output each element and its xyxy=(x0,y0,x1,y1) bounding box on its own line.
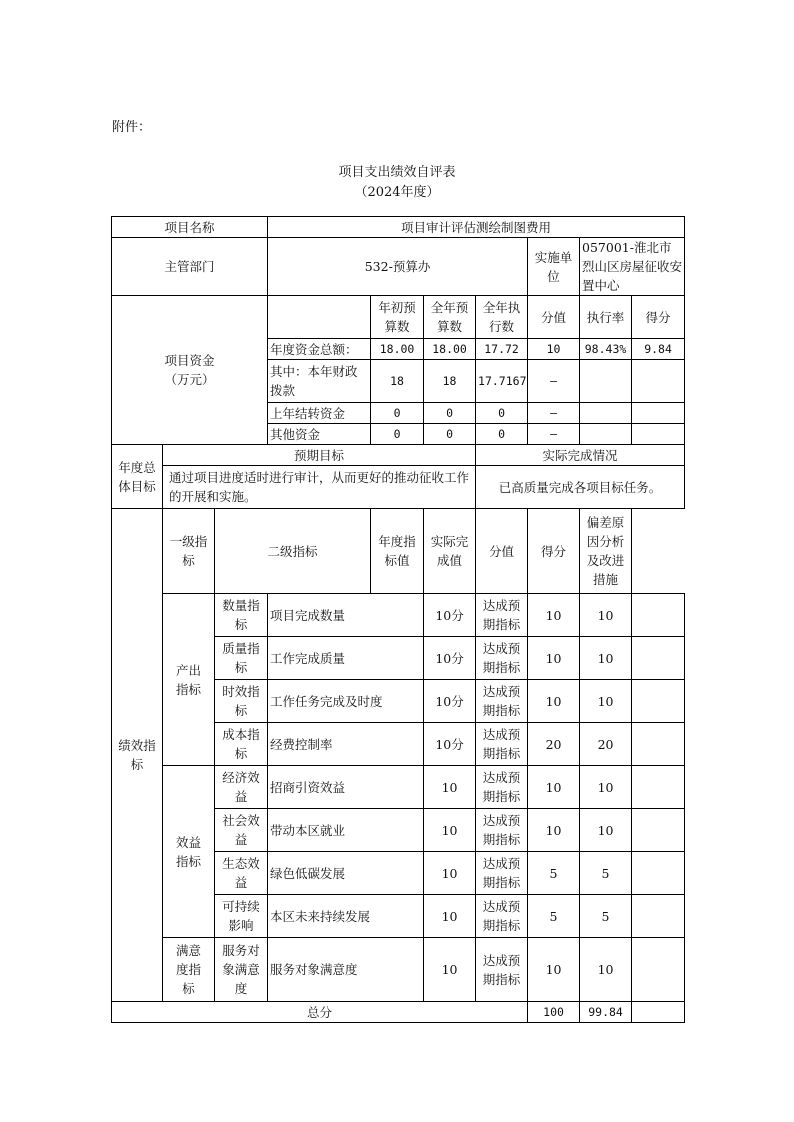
impl-unit-label: 实施单位 xyxy=(528,238,580,296)
funds-score-value: — xyxy=(528,424,580,445)
level3-cell: 招商引资效益 xyxy=(268,766,424,809)
expected-goal-header: 预期目标 xyxy=(163,445,476,466)
actual-cell: 达成预期指标 xyxy=(476,938,528,1002)
actual-cell: 达成预期指标 xyxy=(476,852,528,895)
funds-executed: 0 xyxy=(476,424,528,445)
funds-initial: 0 xyxy=(371,403,424,424)
level2-cell: 可持续影响 xyxy=(215,895,268,938)
table-row xyxy=(112,217,685,238)
target-cell: 10分 xyxy=(424,680,476,723)
project-name-value: 项目审计评估测绘制图费用 xyxy=(268,217,685,238)
annual-goal-label: 年度总体目标 xyxy=(112,445,163,509)
funds-annual: 0 xyxy=(424,403,476,424)
funds-label: 项目资金（万元） xyxy=(112,296,268,445)
score-cell: 10 xyxy=(580,594,632,637)
level2-cell: 数量指标 xyxy=(215,594,268,637)
level3-cell: 本区未来持续发展 xyxy=(268,895,424,938)
table-row xyxy=(112,445,685,466)
score-value-cell: 5 xyxy=(528,852,580,895)
score-value-cell: 10 xyxy=(528,938,580,1002)
level3-cell: 服务对象满意度 xyxy=(268,938,424,1002)
funds-rate xyxy=(580,360,632,403)
level2-cell: 质量指标 xyxy=(215,637,268,680)
funds-annual: 0 xyxy=(424,424,476,445)
funds-rate xyxy=(580,424,632,445)
funds-row-label: 其中：本年财政拨款 xyxy=(268,360,371,403)
funds-score xyxy=(632,403,685,424)
funds-initial: 0 xyxy=(371,424,424,445)
funds-annual: 18 xyxy=(424,360,476,403)
score-cell: 10 xyxy=(580,680,632,723)
funds-rate xyxy=(580,403,632,424)
score-value-cell: 10 xyxy=(528,594,580,637)
score-value-cell: 5 xyxy=(528,895,580,938)
dept-label: 主管部门 xyxy=(112,238,268,296)
score-cell: 10 xyxy=(580,766,632,809)
level2-cell: 经济效益 xyxy=(215,766,268,809)
score-value-cell: 10 xyxy=(528,680,580,723)
level2-header: 二级指标 xyxy=(215,509,371,594)
deviation-cell xyxy=(632,680,685,723)
target-cell: 10 xyxy=(424,766,476,809)
score-cell: 10 xyxy=(580,809,632,852)
score-cell: 5 xyxy=(580,895,632,938)
level3-cell: 工作任务完成及时度 xyxy=(268,680,424,723)
score-value-cell: 10 xyxy=(528,637,580,680)
funds-initial: 18.00 xyxy=(371,339,424,360)
score-value-cell: 20 xyxy=(528,723,580,766)
table-row xyxy=(112,466,685,509)
deviation-cell xyxy=(632,809,685,852)
total-label: 总分 xyxy=(112,1002,528,1023)
target-cell: 10 xyxy=(424,895,476,938)
table-row xyxy=(112,509,685,594)
table-row xyxy=(112,594,685,637)
funds-score-value: 10 xyxy=(528,339,580,360)
funds-annual: 18.00 xyxy=(424,339,476,360)
funds-header: 全年执行数 xyxy=(476,296,528,339)
target-cell: 10 xyxy=(424,852,476,895)
deviation-cell xyxy=(632,852,685,895)
page-subtitle: （2024年度） xyxy=(354,185,440,200)
evaluation-table xyxy=(111,216,685,1023)
table-row xyxy=(112,238,685,296)
page-title: 项目支出绩效自评表 xyxy=(338,165,456,180)
deviation-cell xyxy=(632,723,685,766)
table-row xyxy=(112,1002,685,1023)
actual-cell: 达成预期指标 xyxy=(476,809,528,852)
level2-cell: 社会效益 xyxy=(215,809,268,852)
funds-score xyxy=(632,360,685,403)
funds-header: 年初预算数 xyxy=(371,296,424,339)
target-cell: 10 xyxy=(424,809,476,852)
score-value-header: 分值 xyxy=(476,509,528,594)
level2-cell: 成本指标 xyxy=(215,723,268,766)
score-cell: 10 xyxy=(580,637,632,680)
funds-header: 分值 xyxy=(528,296,580,339)
funds-executed: 0 xyxy=(476,403,528,424)
deviation-cell xyxy=(632,895,685,938)
expected-goal-text: 通过项目进度适时进行审计，从而更好的推动征收工作的开展和实施。 xyxy=(163,466,476,509)
funds-executed: 17.7167 xyxy=(476,360,528,403)
table-row xyxy=(112,938,685,1002)
score-cell: 20 xyxy=(580,723,632,766)
total-score: 99.84 xyxy=(580,1002,632,1023)
deviation-header: 偏差原因分析及改进措施 xyxy=(580,509,632,594)
deviation-cell xyxy=(632,766,685,809)
deviation-cell xyxy=(632,637,685,680)
level3-cell: 带动本区就业 xyxy=(268,809,424,852)
level2-cell: 时效指标 xyxy=(215,680,268,723)
funds-rate: 98.43% xyxy=(580,339,632,360)
level1-cell: 产出指标 xyxy=(163,594,215,766)
total-deviation xyxy=(632,1002,685,1023)
attachment-label: 附件： xyxy=(112,120,152,135)
target-cell: 10分 xyxy=(424,594,476,637)
actual-result-header: 实际完成情况 xyxy=(476,445,685,466)
funds-score: 9.84 xyxy=(632,339,685,360)
table-row xyxy=(112,296,685,339)
target-cell: 10分 xyxy=(424,723,476,766)
funds-header: 得分 xyxy=(632,296,685,339)
funds-score-value: — xyxy=(528,360,580,403)
score-cell: 5 xyxy=(580,852,632,895)
score-value-cell: 10 xyxy=(528,809,580,852)
funds-header: 全年预算数 xyxy=(424,296,476,339)
funds-header: 执行率 xyxy=(580,296,632,339)
score-header: 得分 xyxy=(528,509,580,594)
funds-executed: 17.72 xyxy=(476,339,528,360)
actual-header: 实际完成值 xyxy=(424,509,476,594)
level2-cell: 服务对象满意度 xyxy=(215,938,268,1002)
performance-indicators-label: 绩效指标 xyxy=(112,509,163,1002)
deviation-cell xyxy=(632,594,685,637)
actual-cell: 达成预期指标 xyxy=(476,680,528,723)
dept-value: 532-预算办 xyxy=(268,238,528,296)
level3-cell: 工作完成质量 xyxy=(268,637,424,680)
level1-cell: 满意度指标 xyxy=(163,938,215,1002)
actual-cell: 达成预期指标 xyxy=(476,637,528,680)
project-name-label: 项目名称 xyxy=(112,217,268,238)
target-header: 年度指标值 xyxy=(371,509,424,594)
actual-result-text: 已高质量完成各项目标任务。 xyxy=(476,466,685,509)
level3-cell: 经费控制率 xyxy=(268,723,424,766)
level3-cell: 绿色低碳发展 xyxy=(268,852,424,895)
table-row xyxy=(112,766,685,809)
impl-unit-value: 057001-淮北市烈山区房屋征收安置中心 xyxy=(580,238,685,296)
deviation-cell xyxy=(632,938,685,1002)
score-cell: 10 xyxy=(580,938,632,1002)
funds-row-label: 其他资金 xyxy=(268,424,371,445)
target-cell: 10分 xyxy=(424,637,476,680)
actual-cell: 达成预期指标 xyxy=(476,594,528,637)
actual-cell: 达成预期指标 xyxy=(476,723,528,766)
level1-header: 一级指标 xyxy=(163,509,215,594)
level2-cell: 生态效益 xyxy=(215,852,268,895)
level3-cell: 项目完成数量 xyxy=(268,594,424,637)
actual-cell: 达成预期指标 xyxy=(476,895,528,938)
funds-score-value: — xyxy=(528,403,580,424)
funds-score xyxy=(632,424,685,445)
funds-row-label: 年度资金总额： xyxy=(268,339,371,360)
funds-row-label: 上年结转资金 xyxy=(268,403,371,424)
level1-cell: 效益指标 xyxy=(163,766,215,938)
actual-cell: 达成预期指标 xyxy=(476,766,528,809)
funds-header-blank xyxy=(268,296,371,339)
funds-initial: 18 xyxy=(371,360,424,403)
score-value-cell: 10 xyxy=(528,766,580,809)
target-cell: 10 xyxy=(424,938,476,1002)
total-score-value: 100 xyxy=(528,1002,580,1023)
